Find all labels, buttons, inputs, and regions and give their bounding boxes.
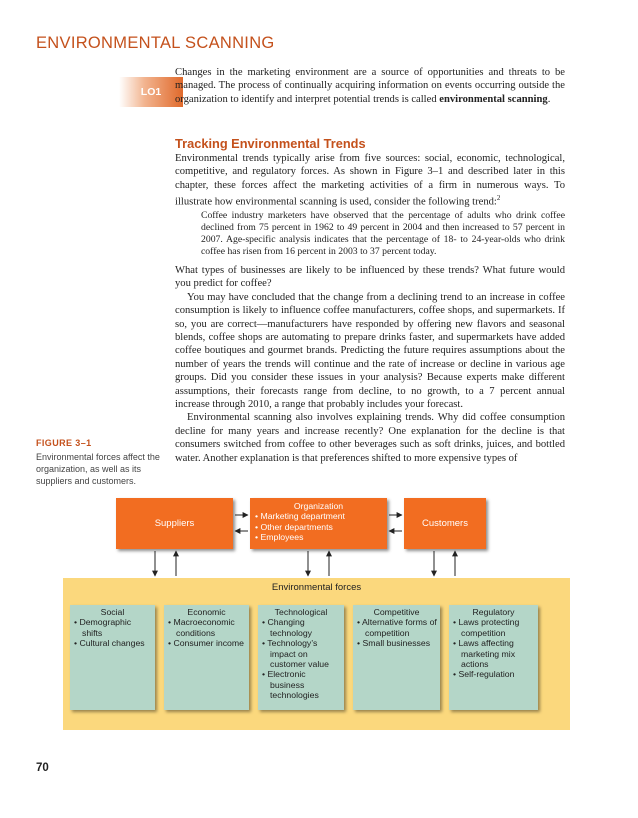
paragraph: What types of businesses are likely to be influenced by these trends? What future would you predict for coffee?: [175, 265, 565, 290]
figure-label: FIGURE 3–1: [36, 438, 92, 448]
organization-item: • Marketing department: [255, 511, 345, 522]
force-item: • Small businesses: [357, 638, 431, 649]
subheading: Tracking Environmental Trends: [175, 136, 366, 151]
force-item: • Demographic shifts: [74, 617, 132, 638]
force-item: • Electronic business technologies: [262, 669, 319, 701]
paragraph: You may have concluded that the change from a declining trend to an increase in coffee consumption is likely to influence coffee manufacturers, coffee shops, and supermarkets. If so, you are correct—manufacturers have responded by offering new flavors and seasonal blends, coffee shops are automating to prepare drinks faster, and supermarkets have added coffee boutiques and gourmet brands. Predicting the future requires assumptions about the number of years the trends will continue and the rate of increase or decline in various age groups. Did you consider these issues in your analysis? Because experts make different assumptions, their forecasts range from decline, to no growth, to a 7 percent annual increase through 2010, a range that probably includes your forecast.: [175, 291, 565, 411]
force-title: Social: [100, 607, 125, 617]
trends-text: Environmental trends typically arise from five sources: social, economic, technological, competitive, and regulatory forces. As shown in Figure 3–1 and described later in this chapter, these forces affect the marketing activities of a firm in numerous ways. To illustrate how environmental scanning is used, consider the following trend:: [175, 153, 565, 208]
force-item: • Consumer income: [168, 638, 244, 649]
environmental-forces-title: Environmental forces: [271, 582, 362, 593]
block-quote: Coffee industry marketers have observed that the percentage of adults who drink coffee declined from 75 percent in 1962 to 49 percent in 2004 and then increased to 57 percent in 2007. Age-specific analysis indicates that the percentage of 18- to 24-year-olds who drink coffee has risen from 16 percent in 2003 to 37 percent today.: [201, 210, 565, 258]
force-item: • Alternative forms of competition: [357, 617, 437, 638]
intro-text-start: Changes in the marketing environment are a source of opportunities and threats to be managed. The process of continually acquiring information on events occurring outside the organization to identify and interpret potential trends is called: [175, 67, 565, 105]
force-title: Competitive: [373, 607, 420, 617]
page-number: 70: [36, 762, 49, 774]
paragraph: Environmental scanning also involves explaining trends. Why did coffee consumption decline for many years and increase recently? One explanation for the decline is that consumers switched from coffee to other beverages such as soft drinks, juices, and bottled water. Another explanation is that preferences shifted to more expensive types of: [175, 412, 565, 464]
intro-text-end: .: [547, 93, 551, 105]
key-term: environmental scanning: [439, 93, 548, 105]
force-title: Technological: [274, 607, 328, 617]
force-item: • Laws protecting competition: [453, 617, 520, 638]
force-item: • Changing technology: [262, 617, 313, 638]
force-item: • Macroeconomic conditions: [168, 617, 235, 638]
force-title: Economic: [187, 607, 226, 617]
customers-label: Customers: [422, 518, 468, 529]
organization-title: Organization: [293, 501, 344, 511]
organization-item: • Other departments: [255, 521, 333, 532]
force-title: Regulatory: [472, 607, 515, 617]
organization-item: • Employees: [255, 532, 304, 543]
force-item: • Self-regulation: [453, 669, 515, 680]
learning-objective-badge: LO1: [119, 77, 183, 107]
suppliers-label: Suppliers: [154, 518, 195, 529]
force-item: • Cultural changes: [74, 638, 145, 649]
force-item: • Technology’s impact on customer value: [262, 638, 329, 670]
section-title: ENVIRONMENTAL SCANNING: [36, 34, 275, 52]
force-item: • Laws affecting marketing mix actions: [453, 638, 516, 670]
footnote-marker: 2: [496, 194, 501, 203]
figure-caption: Environmental forces affect the organization, as well as its suppliers and customers.: [36, 452, 160, 486]
